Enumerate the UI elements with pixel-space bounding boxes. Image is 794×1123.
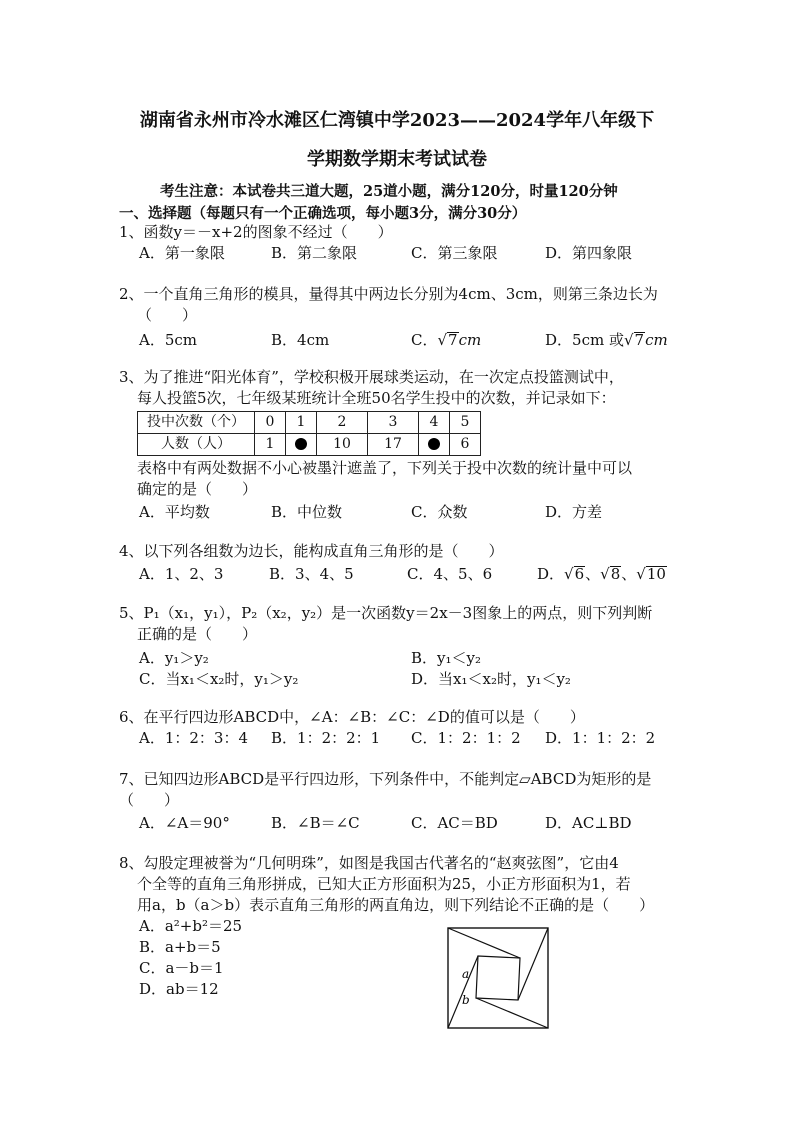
option-a: A．第一象限 <box>139 244 225 262</box>
triangle-edge <box>476 998 548 1028</box>
question-stem: 8、勾股定理被誉为“几何明珠”，如图是我国古代著名的“赵爽弦图”，它由4 <box>119 854 619 872</box>
option-d <box>545 330 668 351</box>
table-cell: 人数（人） <box>138 434 255 456</box>
option-c: C．4、5、6 <box>407 565 493 583</box>
option-a: A．1、2、3 <box>139 565 224 583</box>
option-b: B．1：2：2：1 <box>271 729 381 747</box>
option-c-label: C． <box>411 331 438 349</box>
question-stem: 4、以下列各组数为边长，能构成直角三角形的是（ ） <box>119 542 504 560</box>
radicand: 6 <box>574 565 585 583</box>
triangle-edge <box>518 928 548 1000</box>
option-d: D．第四象限 <box>545 244 633 262</box>
section-heading-choice: 一、选择题（每题只有一个正确选项，每小题3分，满分30分） <box>119 205 527 222</box>
table-row <box>138 412 481 434</box>
option-c <box>411 330 481 351</box>
option-row <box>139 669 679 690</box>
option-c: C．a－b＝1 <box>139 959 224 977</box>
table-cell: 10 <box>317 434 368 456</box>
question-4 <box>119 541 679 585</box>
option-a: A．5cm <box>139 331 198 349</box>
question-stem: 6、在平行四边形ABCD中，∠A：∠B：∠C：∠D的值可以是（ ） <box>119 708 585 726</box>
question-stem: 5、P₁（x₁，y₁），P₂（x₂，y₂）是一次函数y＝2x－3图象上的两点，则下列判断 <box>119 604 653 622</box>
table-cell: 1 <box>286 412 317 434</box>
option-row <box>139 564 679 585</box>
radicand: 7 <box>634 331 645 349</box>
zhao-shuang-diagram <box>446 926 550 1030</box>
option-d: D．√6、√8、√10 <box>537 565 666 583</box>
question-7 <box>119 769 679 834</box>
option-d: D．ab＝12 <box>139 980 219 998</box>
option-b: B．中位数 <box>271 503 343 521</box>
separator: 、 <box>621 565 637 583</box>
table-cell: 4 <box>419 412 450 434</box>
table-cell: 17 <box>368 434 419 456</box>
option-c: C．AC＝BD <box>411 814 498 832</box>
table-cell: 投中次数（个） <box>138 412 255 434</box>
question-stem: 7、已知四边形ABCD是平行四边形，下列条件中，不能判定▱ABCD为矩形的是 <box>119 770 652 788</box>
table-cell: 0 <box>255 412 286 434</box>
option-a: A．平均数 <box>139 503 210 521</box>
option-b: B．4cm <box>271 331 330 349</box>
option-a: A．∠A＝90° <box>139 814 230 832</box>
option-b: B．3、4、5 <box>269 565 354 583</box>
option-row <box>139 813 679 834</box>
sqrt-sign: √ <box>437 331 448 349</box>
table-cell: 1 <box>255 434 286 456</box>
table-cell: 6 <box>450 434 481 456</box>
question-stem-cont: 正确的是（ ） <box>137 625 258 643</box>
question-stem-cont: 个全等的直角三角形拼成，已知大正方形面积为25，小正方形面积为1，若 <box>137 875 631 893</box>
option-row <box>139 243 679 264</box>
exam-notice: 考生注意：本试卷共三道大题，25道小题，满分120分，时量120分钟 <box>160 183 618 200</box>
option-d: D．1：1：2：2 <box>545 729 656 747</box>
option-b: B．第二象限 <box>271 244 358 262</box>
option-c: C．众数 <box>411 503 468 521</box>
label-b: b <box>462 993 470 1007</box>
table-cell-inked <box>286 434 317 456</box>
triangle-edge <box>448 928 520 958</box>
exam-title-line1: 湖南省永州市冷水滩区仁湾镇中学2023——2024学年八年级下 <box>139 110 655 131</box>
option-d: D．AC⊥BD <box>545 814 632 832</box>
question-text: 表格中有两处数据不小心被墨汁遮盖了，下列关于投中次数的统计量中可以 <box>137 459 633 477</box>
table-cell: 5 <box>450 412 481 434</box>
option-a: A．a²+b²＝25 <box>139 917 243 935</box>
radicand: 10 <box>646 565 666 583</box>
table-cell: 3 <box>368 412 419 434</box>
question-stem: 3、为了推进“阳光体育”，学校积极开展球类运动，在一次定点投篮测试中， <box>119 368 624 386</box>
question-stem: 2、一个直角三角形的模具，量得其中两边长分别为4cm、3cm，则第三条边长为 <box>119 285 658 303</box>
table-row <box>138 434 481 456</box>
question-3 <box>119 367 679 523</box>
radicand: 8 <box>610 565 621 583</box>
question-stem-cont: 用a，b（a＞b）表示直角三角形的两直角边，则下列结论不正确的是（ ） <box>137 896 655 914</box>
option-row <box>139 330 679 351</box>
option-b: B．a+b＝5 <box>139 938 221 956</box>
option-c: C．第三象限 <box>411 244 498 262</box>
option-d: D．当x₁＜x₂时，y₁＜y₂ <box>411 670 571 688</box>
question-2 <box>119 284 679 351</box>
question-6 <box>119 707 679 749</box>
question-stem-cont: （ ） <box>119 791 180 809</box>
option-b: B．y₁＜y₂ <box>411 649 481 667</box>
question-stem: 1、函数y＝－x+2的图象不经过（ ） <box>119 223 393 241</box>
ink-blot-icon <box>428 438 440 450</box>
unit: cm <box>458 331 482 349</box>
option-c: C．1：2：1：2 <box>411 729 521 747</box>
label-a: a <box>462 967 470 981</box>
option-d-label: D． <box>537 565 565 583</box>
question-1 <box>119 222 679 264</box>
question-stem-cont: 每人投篮5次，七年级某班统计全班50名学生投中的次数，并记录如下： <box>137 389 616 407</box>
option-a: A．1：2：3：4 <box>139 729 249 747</box>
ink-blot-icon <box>295 438 307 450</box>
table-cell-inked <box>419 434 450 456</box>
option-row <box>139 728 679 749</box>
inner-square <box>476 956 520 1000</box>
option-b: B．∠B＝∠C <box>271 814 360 832</box>
sqrt-sign: √ <box>623 331 634 349</box>
option-a: A．y₁＞y₂ <box>139 649 209 667</box>
question-8 <box>119 853 679 1000</box>
separator: 、 <box>585 565 601 583</box>
question-5 <box>119 603 679 690</box>
option-d-label: D．5cm 或 <box>545 331 624 349</box>
radicand: 7 <box>448 331 458 349</box>
option-d: D．方差 <box>545 503 603 521</box>
option-row <box>139 502 679 523</box>
unit: cm <box>645 331 668 349</box>
question-text: 确定的是（ ） <box>137 480 258 498</box>
question-stem-cont: （ ） <box>137 306 198 324</box>
table-cell: 2 <box>317 412 368 434</box>
data-table <box>137 411 481 456</box>
exam-title-line2: 学期数学期末考试试卷 <box>307 149 487 170</box>
option-row <box>139 648 679 669</box>
option-c: C．当x₁＜x₂时，y₁＞y₂ <box>139 670 299 688</box>
